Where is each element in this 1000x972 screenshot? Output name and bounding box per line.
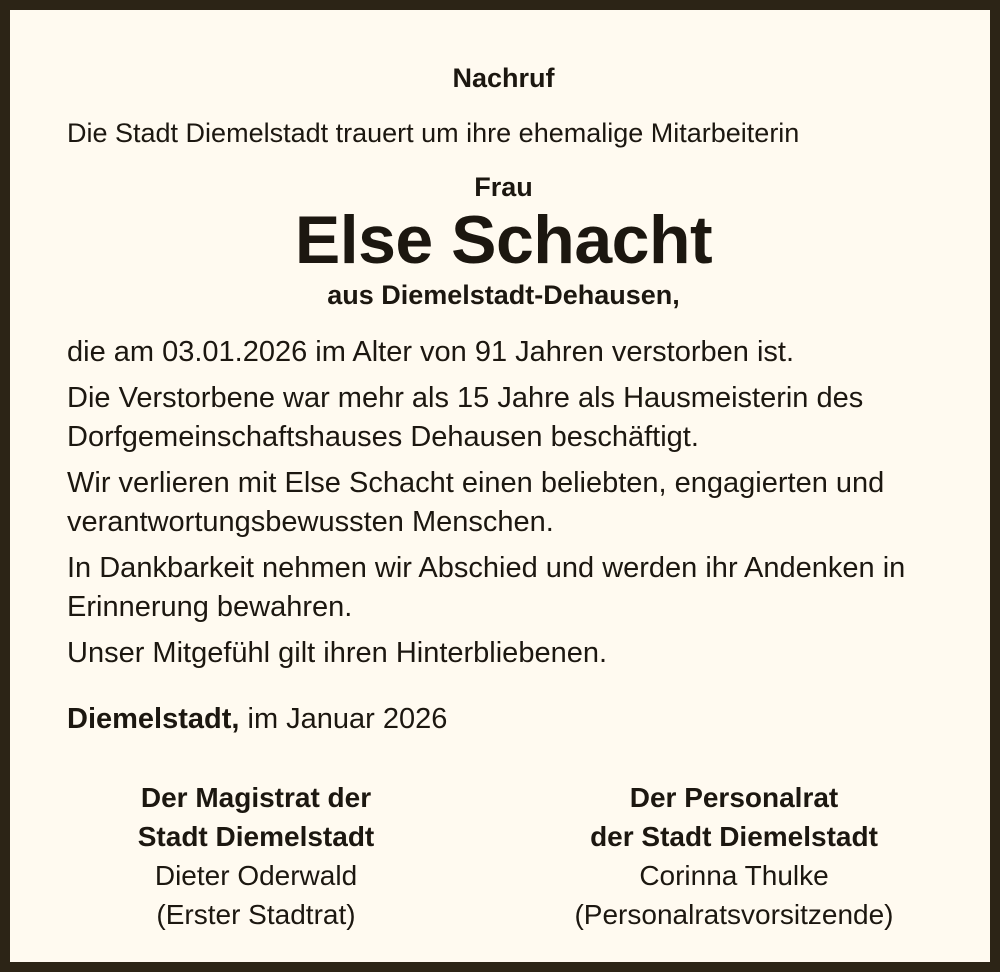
signatory-person: Dieter Oderwald [154,860,358,891]
signatory-personalrat [534,778,934,934]
notice-paragraph: In Dankbarkeit nehmen wir Abschied und werden ihr Andenken in Erinnerung bewahren. [67,552,906,623]
notice-paragraph: die am 03.01.2026 im Alter von 91 Jahren verstorben ist. [67,336,795,368]
notice-paragraph: Unser Mitgefühl gilt ihren Hinterbliebenen. [67,637,608,669]
obituary-content [67,50,940,737]
notice-paragraph: Die Verstorbene war mehr als 15 Jahre als Hausmeisterin des Dorfgemeinschaftshauses Dehausen beschäftigt. [67,382,864,453]
deceased-name: Else Schacht [294,202,713,278]
signatory-org-line1: Der Magistrat der [140,782,372,813]
deceased-origin: aus Diemelstadt-Dehausen, [327,280,680,310]
signatory-org-line1: Der Personalrat [629,782,839,813]
signatory-org-line2: Stadt Diemelstadt [137,821,375,852]
notice-paragraph: Wir verlieren mit Else Schacht einen beliebten, engagierten und verantwortungsbewussten Menschen. [67,467,885,538]
date: im Januar 2026 [247,703,448,735]
signatory-magistrat [106,778,406,934]
signatory-role: (Erster Stadtrat) [156,899,356,930]
place-date-line [67,701,940,737]
place: Diemelstadt, [67,703,240,735]
signatory-role: (Personalratsvorsitzende) [574,899,894,930]
signatory-person: Corinna Thulke [639,860,829,891]
salutation: Frau [474,172,533,202]
notice-intro: Die Stadt Diemelstadt trauert um ihre ehemalige Mitarbeiterin [67,118,800,148]
notice-heading: Nachruf [452,63,555,93]
signatory-org-line2: der Stadt Diemelstadt [590,821,878,852]
